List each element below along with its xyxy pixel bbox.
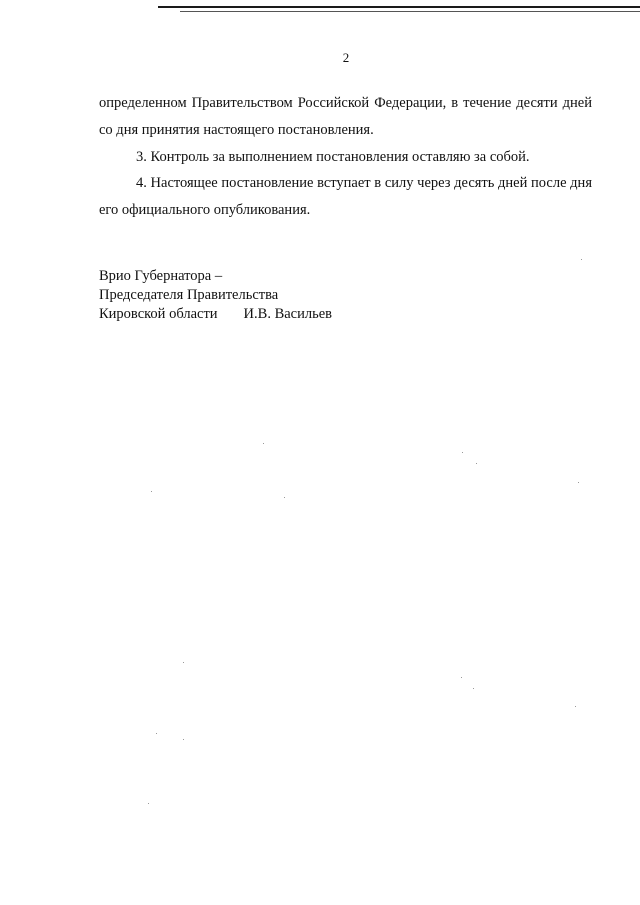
scan-speck [473,688,474,689]
paragraph-text: 3. Контроль за выполнением постановления оставляю за собой. [136,149,530,165]
scan-speck [263,443,264,444]
scan-speck [183,662,184,663]
paragraph-text: определенном Правительством Российской Федерации, в течение десяти дней со дня принятия настоящего постановления. [99,95,592,138]
signature-block [99,267,332,324]
paragraph-4 [99,170,592,224]
scan-speck [284,497,285,498]
signature-title-line-3 [99,305,332,324]
scan-speck [578,482,579,483]
scan-speck [476,463,477,464]
signature-title-line-1: Врио Губернатора – [99,268,223,284]
paragraph-3 [99,144,592,171]
continued-paragraph [99,90,592,144]
top-scan-rule [158,6,640,8]
signatory-name: И.В. Васильев [243,306,332,322]
scan-speck [156,733,157,734]
scan-speck [581,259,582,260]
scan-speck [462,452,463,453]
scan-speck [148,803,149,804]
signature-region: Кировской области [99,306,218,322]
paragraph-text: 4. Настоящее постановление вступает в силу через десять дней после дня его официального опубликования. [99,175,592,218]
scan-speck [461,677,462,678]
scan-speck [183,739,184,740]
top-scan-rule-thin [180,11,640,12]
scan-speck [575,706,576,707]
page-number: 2 [342,50,350,65]
signature-title-line-2: Председателя Правительства [99,287,279,303]
scan-speck [151,491,152,492]
